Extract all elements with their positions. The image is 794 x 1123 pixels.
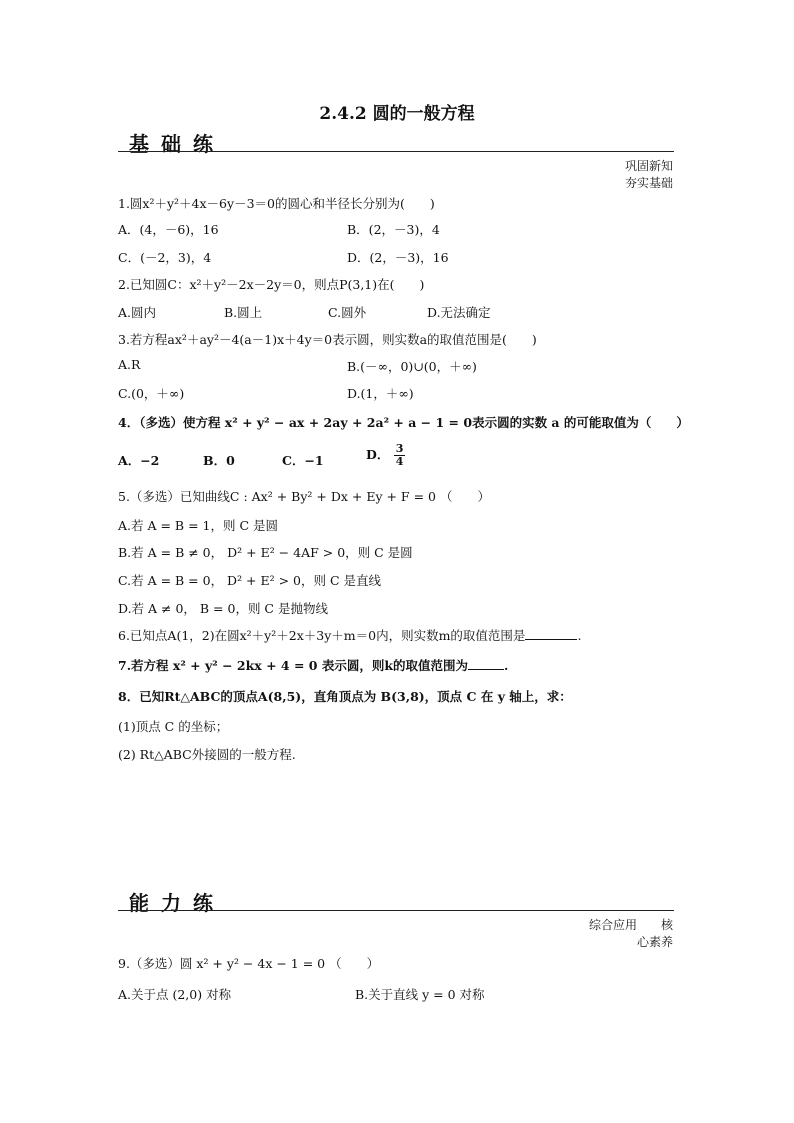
question-7 — [118, 656, 508, 674]
question-9-stem: 9.（多选）圆 x² + y² − 4x − 1 = 0 （ ） — [118, 956, 380, 971]
question-2-option-b: B.圆上 — [224, 305, 263, 320]
fraction — [394, 443, 406, 468]
section-divider — [118, 910, 674, 911]
question-9-option-b: B.关于直线 y = 0 对称 — [355, 987, 485, 1002]
question-4-option-c: C．−1 — [282, 453, 324, 468]
question-2-option-a: A.圆内 — [118, 305, 157, 320]
question-4-stem: 4．（多选）使方程 x² + y² − ax + 2ay + 2a² + a − 1 = 0表示圆的实数 a 的可能取值为（ ） — [118, 415, 689, 430]
question-7-end: . — [504, 658, 509, 673]
question-4-option-b: B．0 — [203, 453, 235, 468]
question-7-stem: 7.若方程 x² + y² − 2kx + 4 = 0 表示圆，则k的取值范围为 — [118, 658, 468, 673]
question-4-option-d — [366, 443, 405, 468]
question-6-stem: 6.已知点A(1，2)在圆x²＋y²＋2x＋3y＋m＝0内，则实数m的取值范围是 — [118, 628, 526, 643]
question-8-part-1: (1)顶点 C 的坐标； — [118, 719, 229, 734]
section-heading-basic: 基础练 — [129, 132, 225, 156]
question-8-stem: 8．已知Rt△ABC的顶点A(8,5)，直角顶点为 B(3,8)，顶点 C 在 y 轴上，求： — [118, 689, 572, 704]
section-tag-line2: 夯实基础 — [624, 176, 673, 190]
fraction-denominator: 4 — [395, 455, 404, 468]
question-3-stem: 3.若方程ax²＋ay²－4(a－1)x＋4y＝0表示圆，则实数a的取值范围是( ) — [118, 332, 537, 347]
section-tag-line1: 巩固新知 — [624, 159, 673, 173]
question-2-option-c: C.圆外 — [328, 305, 367, 320]
question-3-option-b: B.(－∞，0)∪(0，＋∞) — [347, 359, 477, 374]
section-tag — [589, 917, 673, 951]
fraction-numerator: 3 — [395, 442, 404, 455]
question-5-option-a: A.若 A = B = 1，则 C 是圆 — [118, 518, 278, 533]
question-1-option-d: D．(2，－3)，16 — [347, 250, 449, 265]
question-8-part-2: (2) Rt△ABC外接圆的一般方程. — [118, 747, 296, 762]
question-3-option-a: A.R — [118, 357, 141, 372]
section-tag — [625, 158, 673, 192]
question-6-end: . — [577, 628, 582, 643]
question-1-stem: 1.圆x²＋y²＋4x－6y－3＝0的圆心和半径长分别为( ) — [118, 196, 435, 211]
question-5-option-d: D.若 A ≠ 0， B = 0，则 C 是抛物线 — [118, 601, 328, 616]
question-5-stem: 5.（多选）已知曲线C : Ax² + By² + Dx + Ey + F = 0 （ ） — [118, 489, 490, 504]
section-divider — [118, 151, 674, 152]
question-2-stem: 2.已知圆C：x²＋y²－2x－2y＝0，则点P(3,1)在( ) — [118, 277, 425, 292]
answer-blank — [468, 658, 504, 670]
question-3-option-c: C.(0，＋∞) — [118, 386, 185, 401]
question-4-option-d-label: D． — [366, 447, 390, 462]
section-heading-ability: 能力练 — [129, 891, 225, 915]
question-9-option-a: A.关于点 (2,0) 对称 — [118, 987, 232, 1002]
question-1-option-c: C．(－2，3)，4 — [118, 250, 212, 265]
question-2-option-d: D.无法确定 — [427, 305, 491, 320]
question-4-option-a: A．−2 — [118, 453, 160, 468]
section-tag-line2: 心素养 — [636, 935, 673, 949]
question-5-option-c: C.若 A = B = 0， D² + E² > 0，则 C 是直线 — [118, 573, 382, 588]
question-5-option-b: B.若 A = B ≠ 0， D² + E² − 4AF > 0，则 C 是圆 — [118, 545, 413, 560]
section-tag-line1: 综合应用 核 — [588, 918, 673, 932]
question-3-option-d: D.(1，＋∞) — [347, 386, 414, 401]
question-1-option-a: A．(4，－6)，16 — [118, 222, 219, 237]
page-title: 2.4.2 圆的一般方程 — [319, 104, 475, 124]
answer-blank — [525, 628, 577, 640]
question-1-option-b: B．(2，－3)，4 — [347, 222, 440, 237]
question-6 — [118, 626, 581, 644]
